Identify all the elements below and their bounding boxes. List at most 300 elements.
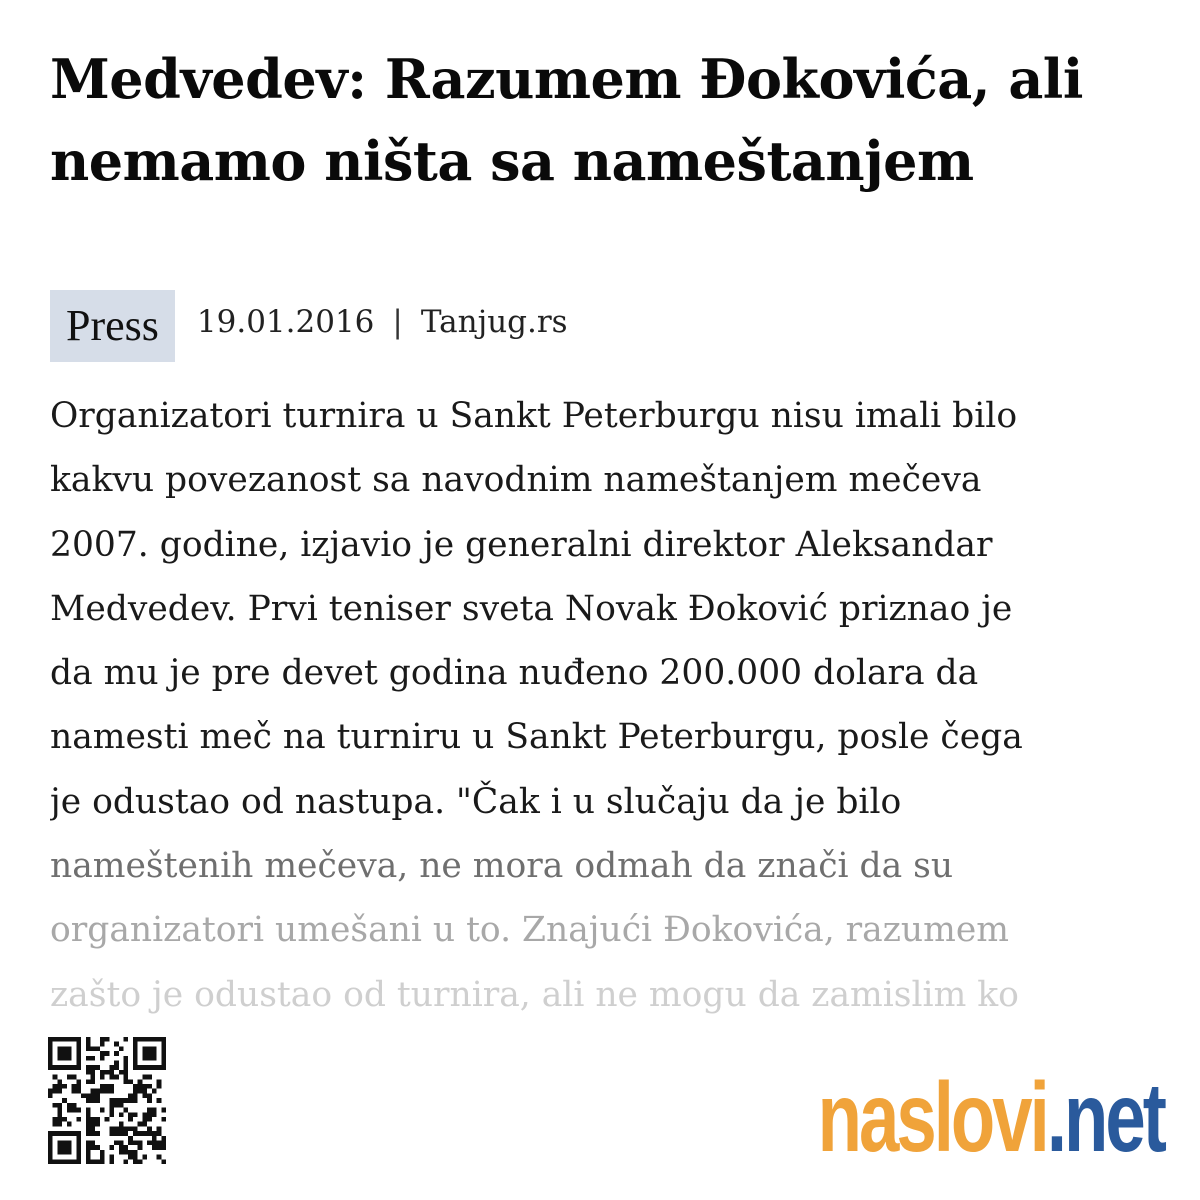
qr-module (114, 1065, 119, 1070)
qr-module (161, 1065, 166, 1070)
qr-module (86, 1145, 91, 1150)
qr-module (57, 1046, 62, 1051)
qr-module (128, 1136, 133, 1141)
qr-module (90, 1117, 95, 1122)
qr-module (100, 1056, 105, 1061)
qr-module (119, 1070, 124, 1075)
qr-module (105, 1037, 110, 1042)
qr-module (133, 1046, 138, 1051)
qr-module (100, 1089, 105, 1094)
qr-module (86, 1117, 91, 1122)
qr-module (109, 1155, 114, 1160)
qr-module (86, 1159, 91, 1164)
qr-module (86, 1037, 91, 1042)
qr-module (95, 1098, 100, 1103)
qr-module (133, 1037, 138, 1042)
qr-module (53, 1075, 58, 1080)
qr-module (142, 1131, 147, 1136)
qr-module (161, 1140, 166, 1145)
qr-module (90, 1065, 95, 1070)
qr-module (86, 1140, 91, 1145)
qr-module (124, 1145, 129, 1150)
qr-module (133, 1042, 138, 1047)
qr-module (72, 1037, 77, 1042)
qr-module (124, 1126, 129, 1131)
qr-module (114, 1126, 119, 1131)
qr-module (86, 1131, 91, 1136)
qr-module (72, 1131, 77, 1136)
qr-module (152, 1108, 157, 1113)
qr-module (57, 1079, 62, 1084)
qr-module (86, 1108, 91, 1113)
qr-module (124, 1108, 129, 1113)
qr-module (76, 1136, 81, 1141)
qr-module (109, 1084, 114, 1089)
qr-module (62, 1084, 67, 1089)
qr-module (157, 1098, 162, 1103)
qr-module (57, 1051, 62, 1056)
qr-module (57, 1117, 62, 1122)
qr-module (138, 1145, 143, 1150)
qr-module (138, 1140, 143, 1145)
qr-module (138, 1159, 143, 1164)
qr-module (62, 1056, 67, 1061)
qr-module (109, 1098, 114, 1103)
qr-module (48, 1061, 53, 1066)
qr-module (147, 1131, 152, 1136)
qr-module (157, 1131, 162, 1136)
qr-module (152, 1140, 157, 1145)
qr-module (109, 1070, 114, 1075)
qr-module (128, 1093, 133, 1098)
qr-module (86, 1079, 91, 1084)
qr-module (124, 1079, 129, 1084)
qr-module (57, 1140, 62, 1145)
qr-module (152, 1112, 157, 1117)
qr-module (90, 1056, 95, 1061)
qr-module (124, 1159, 129, 1164)
qr-module (128, 1126, 133, 1131)
qr-module (138, 1065, 143, 1070)
article-body (50, 384, 1150, 1014)
qr-module (62, 1159, 67, 1164)
qr-module (48, 1140, 53, 1145)
qr-module (62, 1117, 67, 1122)
qr-module (114, 1061, 119, 1066)
qr-module (119, 1131, 124, 1136)
qr-module (100, 1075, 105, 1080)
qr-module (119, 1112, 124, 1117)
qr-module (124, 1131, 129, 1136)
qr-module (72, 1075, 77, 1080)
qr-module (67, 1122, 72, 1127)
qr-module (161, 1051, 166, 1056)
qr-module (138, 1037, 143, 1042)
qr-module (62, 1098, 67, 1103)
qr-module (67, 1065, 72, 1070)
qr-module (128, 1150, 133, 1155)
qr-module (72, 1103, 77, 1108)
qr-module (86, 1046, 91, 1051)
qr-module (128, 1112, 133, 1117)
qr-module (95, 1159, 100, 1164)
qr-module (62, 1131, 67, 1136)
qr-module (95, 1131, 100, 1136)
qr-module (62, 1145, 67, 1150)
qr-module (133, 1150, 138, 1155)
qr-module (72, 1108, 77, 1113)
qr-module (157, 1084, 162, 1089)
qr-module (142, 1089, 147, 1094)
qr-module (152, 1056, 157, 1061)
qr-module (114, 1140, 119, 1145)
qr-module (67, 1150, 72, 1155)
qr-module (62, 1065, 67, 1070)
body-line: da mu je pre devet godina nuđeno 200.000 dolara da (50, 653, 979, 694)
qr-module (152, 1051, 157, 1056)
qr-module (119, 1046, 124, 1051)
qr-module (142, 1117, 147, 1122)
qr-code-icon[interactable] (48, 1037, 166, 1164)
qr-module (100, 1159, 105, 1164)
body-line: organizatori umešani u to. Znajući Đokovića, razumem (50, 910, 1009, 951)
qr-module (76, 1155, 81, 1160)
qr-module (147, 1112, 152, 1117)
qr-module (142, 1075, 147, 1080)
category-badge[interactable]: Press (50, 290, 175, 362)
qr-module (90, 1140, 95, 1145)
qr-module (48, 1056, 53, 1061)
qr-module (76, 1065, 81, 1070)
qr-module (100, 1070, 105, 1075)
qr-module (86, 1065, 91, 1070)
qr-module (48, 1093, 53, 1098)
qr-module (161, 1042, 166, 1047)
qr-module (95, 1065, 100, 1070)
qr-module (48, 1131, 53, 1136)
qr-module (133, 1093, 138, 1098)
qr-module (67, 1051, 72, 1056)
qr-module (142, 1046, 147, 1051)
qr-module (90, 1126, 95, 1131)
qr-module (147, 1051, 152, 1056)
qr-module (86, 1126, 91, 1131)
qr-module (133, 1089, 138, 1094)
qr-module (57, 1056, 62, 1061)
qr-module (147, 1126, 152, 1131)
qr-module (67, 1046, 72, 1051)
qr-module (72, 1084, 77, 1089)
body-line: je odustao od nastupa. "Čak i u slučaju da je bilo (50, 781, 902, 822)
qr-module (161, 1046, 166, 1051)
qr-module (90, 1089, 95, 1094)
qr-module (76, 1150, 81, 1155)
qr-module (76, 1042, 81, 1047)
qr-module (76, 1056, 81, 1061)
qr-module (48, 1046, 53, 1051)
qr-module (95, 1145, 100, 1150)
qr-module (105, 1084, 110, 1089)
qr-module (57, 1108, 62, 1113)
qr-module (57, 1084, 62, 1089)
qr-module (133, 1126, 138, 1131)
qr-module (62, 1150, 67, 1155)
qr-module (100, 1108, 105, 1113)
qr-module (109, 1112, 114, 1117)
qr-module (72, 1159, 77, 1164)
qr-module (57, 1089, 62, 1094)
qr-module (48, 1159, 53, 1164)
qr-module (48, 1145, 53, 1150)
qr-module (109, 1126, 114, 1131)
qr-module (133, 1155, 138, 1160)
qr-module (86, 1150, 91, 1155)
qr-module (90, 1131, 95, 1136)
qr-module (114, 1075, 119, 1080)
qr-module (81, 1093, 86, 1098)
qr-module (109, 1075, 114, 1080)
qr-module (105, 1051, 110, 1056)
qr-module (76, 1108, 81, 1113)
qr-module (53, 1065, 58, 1070)
qr-module (105, 1089, 110, 1094)
qr-module (119, 1150, 124, 1155)
qr-module (57, 1145, 62, 1150)
qr-module (147, 1093, 152, 1098)
qr-module (142, 1065, 147, 1070)
qr-module (95, 1046, 100, 1051)
qr-module (128, 1140, 133, 1145)
qr-module (152, 1089, 157, 1094)
qr-module (152, 1136, 157, 1141)
qr-module (124, 1075, 129, 1080)
qr-module (152, 1065, 157, 1070)
qr-module (86, 1093, 91, 1098)
qr-module (114, 1131, 119, 1136)
qr-module (157, 1065, 162, 1070)
qr-module (109, 1103, 114, 1108)
qr-module (100, 1037, 105, 1042)
qr-module (90, 1145, 95, 1150)
qr-module (128, 1155, 133, 1160)
qr-module (114, 1051, 119, 1056)
qr-module (86, 1155, 91, 1160)
qr-module (109, 1089, 114, 1094)
qr-module (67, 1131, 72, 1136)
qr-module (138, 1122, 143, 1127)
qr-module (119, 1122, 124, 1127)
qr-module (100, 1042, 105, 1047)
qr-module (48, 1065, 53, 1070)
qr-module (90, 1075, 95, 1080)
qr-module (109, 1131, 114, 1136)
qr-module (152, 1131, 157, 1136)
qr-module (109, 1065, 114, 1070)
qr-module (67, 1145, 72, 1150)
qr-module (157, 1037, 162, 1042)
qr-module (76, 1089, 81, 1094)
qr-module (90, 1093, 95, 1098)
qr-module (147, 1056, 152, 1061)
qr-module (147, 1046, 152, 1051)
qr-module (142, 1155, 147, 1160)
qr-module (95, 1122, 100, 1127)
qr-module (142, 1056, 147, 1061)
qr-module (100, 1084, 105, 1089)
qr-module (53, 1089, 58, 1094)
qr-module (53, 1131, 58, 1136)
qr-module (90, 1098, 95, 1103)
qr-module (133, 1061, 138, 1066)
article-meta (50, 290, 568, 362)
qr-module (57, 1037, 62, 1042)
qr-module (147, 1075, 152, 1080)
qr-module (53, 1084, 58, 1089)
qr-module (119, 1145, 124, 1150)
qr-module (48, 1155, 53, 1160)
qr-module (86, 1098, 91, 1103)
qr-module (86, 1070, 91, 1075)
qr-module (128, 1117, 133, 1122)
qr-module (95, 1117, 100, 1122)
qr-module (76, 1117, 81, 1122)
article-date: 19.01.2016 (196, 304, 375, 340)
qr-module (76, 1140, 81, 1145)
qr-module (133, 1084, 138, 1089)
qr-module (67, 1159, 72, 1164)
qr-module (76, 1061, 81, 1066)
qr-module (105, 1117, 110, 1122)
qr-module (124, 1056, 129, 1061)
qr-module (161, 1117, 166, 1122)
qr-module (57, 1131, 62, 1136)
qr-module (67, 1103, 72, 1108)
qr-module (76, 1084, 81, 1089)
body-line: Medvedev. Prvi teniser sveta Novak Đoković priznao je (50, 588, 1013, 629)
qr-module (86, 1056, 91, 1061)
body-line: Organizatori turnira u Sankt Peterburgu nisu imali bilo (50, 396, 1018, 436)
qr-module (109, 1145, 114, 1150)
naslovi-net-logo[interactable] (818, 1062, 1164, 1172)
qr-module (57, 1159, 62, 1164)
qr-module (152, 1145, 157, 1150)
qr-module (133, 1056, 138, 1061)
qr-module (147, 1098, 152, 1103)
qr-module (95, 1093, 100, 1098)
qr-module (57, 1112, 62, 1117)
qr-module (138, 1131, 143, 1136)
qr-module (48, 1037, 53, 1042)
qr-module (147, 1084, 152, 1089)
qr-module (76, 1145, 81, 1150)
meta-separator: | (392, 304, 403, 340)
qr-module (62, 1051, 67, 1056)
qr-module (95, 1089, 100, 1094)
qr-module (67, 1056, 72, 1061)
qr-module (142, 1037, 147, 1042)
qr-module (90, 1070, 95, 1075)
qr-module (62, 1140, 67, 1145)
qr-module (53, 1037, 58, 1042)
qr-module (76, 1131, 81, 1136)
qr-module (109, 1108, 114, 1113)
qr-module (161, 1061, 166, 1066)
qr-module (157, 1079, 162, 1084)
qr-module (57, 1103, 62, 1108)
qr-module (100, 1150, 105, 1155)
qr-module (48, 1150, 53, 1155)
qr-module (119, 1098, 124, 1103)
body-line: zašto je odustao od turnira, ali ne mogu da zamislim ko (50, 974, 1019, 1014)
qr-module (138, 1079, 143, 1084)
qr-module (48, 1051, 53, 1056)
qr-module (147, 1037, 152, 1042)
body-line: kakvu povezanost sa navodnim nameštanjem mečeva (50, 460, 982, 501)
qr-module (90, 1159, 95, 1164)
qr-module (86, 1112, 91, 1117)
article-headline: Medvedev: Razumem Đokovića, ali nemamo ništa sa nameštanjem (50, 47, 1083, 193)
qr-module (147, 1065, 152, 1070)
qr-module (128, 1079, 133, 1084)
qr-module (147, 1140, 152, 1145)
qr-module (86, 1042, 91, 1047)
qr-module (124, 1065, 129, 1070)
qr-module (161, 1037, 166, 1042)
qr-module (152, 1037, 157, 1042)
qr-module (90, 1046, 95, 1051)
qr-module (119, 1140, 124, 1145)
qr-module (53, 1122, 58, 1127)
qr-module (53, 1103, 58, 1108)
qr-module (138, 1089, 143, 1094)
body-line: nameštenih mečeva, ne mora odmah da znači da su (50, 846, 954, 887)
qr-module (72, 1089, 77, 1094)
qr-module (157, 1155, 162, 1160)
article-source[interactable]: Tanjug.rs (420, 304, 568, 340)
qr-module (48, 1089, 53, 1094)
qr-module (161, 1108, 166, 1113)
qr-module (119, 1126, 124, 1131)
qr-module (76, 1159, 81, 1164)
qr-module (57, 1150, 62, 1155)
qr-module (147, 1117, 152, 1122)
qr-module (133, 1065, 138, 1070)
qr-module (142, 1084, 147, 1089)
qr-module (124, 1070, 129, 1075)
qr-module (105, 1070, 110, 1075)
qr-module (76, 1037, 81, 1042)
qr-module (57, 1065, 62, 1070)
qr-module (48, 1136, 53, 1141)
qr-module (142, 1093, 147, 1098)
qr-module (72, 1065, 77, 1070)
qr-module (161, 1056, 166, 1061)
qr-module (114, 1042, 119, 1047)
qr-module (138, 1084, 143, 1089)
qr-module (152, 1046, 157, 1051)
qr-module (57, 1122, 62, 1127)
qr-module (161, 1136, 166, 1141)
meta-info (197, 290, 568, 362)
qr-module (62, 1046, 67, 1051)
qr-module (90, 1079, 95, 1084)
qr-module (124, 1150, 129, 1155)
qr-module (157, 1140, 162, 1145)
qr-module (114, 1103, 119, 1108)
qr-module (48, 1042, 53, 1047)
qr-module (124, 1061, 129, 1066)
qr-module (142, 1112, 147, 1117)
